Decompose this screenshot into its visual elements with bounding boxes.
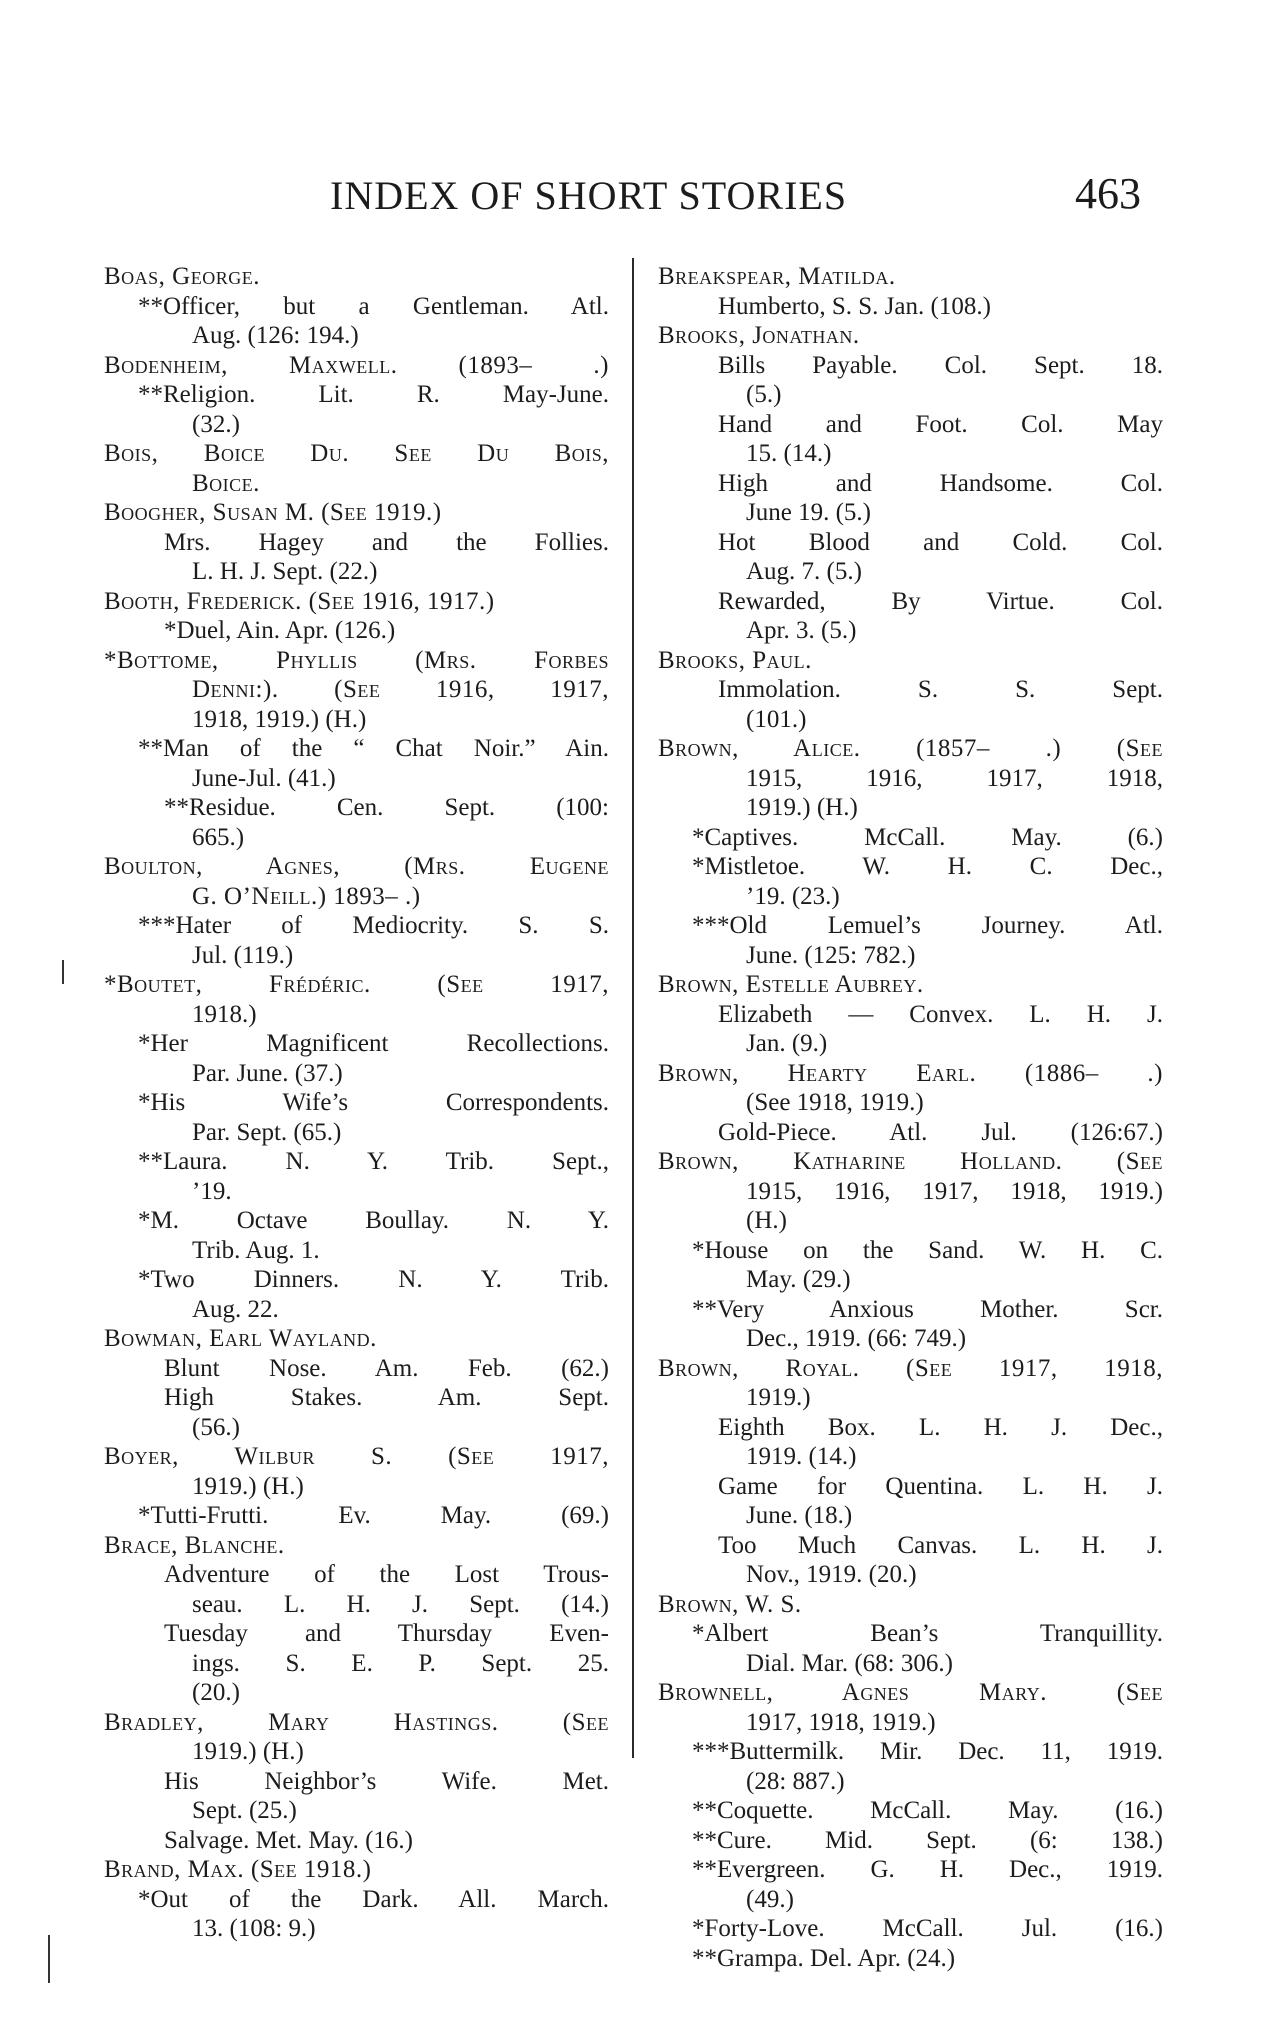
index-story-entry: Sept. (25.) [192, 1797, 297, 1824]
index-author-heading: Booth, Frederick. (See 1916, 1917.) [104, 587, 495, 615]
index-story-entry: Aug. 22. [192, 1295, 279, 1323]
index-author-heading: Brown, Estelle Aubrey. [658, 971, 924, 998]
index-story-entry: **Man of the “ Chat Noir.” Ain. [138, 735, 609, 762]
index-story-entry: Too Much Canvas. L. H. J. [718, 1531, 1163, 1559]
index-author-heading: Brown, Katharine Holland. (See [658, 1148, 1163, 1175]
index-story-entry: ings. S. E. P. Sept. 25. [192, 1649, 609, 1677]
index-story-entry: ’19. [192, 1177, 232, 1205]
index-story-entry: Immolation. S. S. Sept. [718, 676, 1163, 703]
index-story-entry: His Neighbor’s Wife. Met. [164, 1767, 609, 1795]
index-story-entry: L. H. J. Sept. (22.) [192, 558, 378, 585]
index-story-entry: Jan. (9.) [746, 1030, 828, 1057]
index-story-entry: **Cure. Mid. Sept. (6: 138.) [692, 1826, 1163, 1854]
index-author-heading: Bradley, Mary Hastings. (See [104, 1708, 609, 1736]
index-story-entry: *Forty-Love. McCall. Jul. (16.) [692, 1915, 1163, 1942]
index-story-entry: 15. (14.) [746, 440, 832, 467]
index-story-entry: Blunt Nose. Am. Feb. (62.) [164, 1354, 609, 1382]
index-author-heading: *Bottome, Phyllis (Mrs. Forbes [104, 646, 609, 674]
index-story-entry: *Mistletoe. W. H. C. Dec., [692, 853, 1163, 880]
index-story-entry: June-Jul. (41.) [192, 764, 336, 792]
index-author-heading: Boyer, Wilbur S. (See 1917, [104, 1443, 609, 1470]
index-story-entry: Bills Payable. Col. Sept. 18. [718, 351, 1163, 379]
page-number: 463 [1075, 169, 1141, 218]
index-author-heading: Brooks, Jonathan. [658, 322, 860, 349]
index-author-heading: Breakspear, Matilda. [658, 263, 896, 290]
index-story-entry: 1915, 1916, 1917, 1918, [746, 764, 1163, 792]
index-story-entry: (28: 887.) [746, 1767, 845, 1795]
index-story-entry: Humberto, S. S. Jan. (108.) [718, 292, 991, 320]
index-story-entry: Rewarded, By Virtue. Col. [718, 587, 1163, 615]
index-story-entry: Hot Blood and Cold. Col. [718, 528, 1163, 556]
index-story-entry: (56.) [192, 1413, 240, 1441]
index-story-entry: 1919.) (H.) [192, 1472, 304, 1500]
index-story-entry: (H.) [746, 1207, 787, 1234]
index-author-heading: Boulton, Agnes, (Mrs. Eugene [104, 853, 609, 880]
index-story-entry: June. (125: 782.) [746, 941, 916, 969]
index-story-entry: *Tutti-Frutti. Ev. May. (69.) [138, 1502, 609, 1529]
index-author-heading: Bowman, Earl Wayland. [104, 1325, 377, 1352]
index-story-entry: High and Handsome. Col. [718, 469, 1163, 497]
index-story-entry: Aug. (126: 194.) [192, 322, 359, 349]
index-story-entry: *Two Dinners. N. Y. Trib. [138, 1266, 609, 1293]
index-story-entry: Nov., 1919. (20.) [746, 1561, 917, 1588]
index-story-entry: *Out of the Dark. All. March. [138, 1885, 609, 1913]
index-story-entry: *His Wife’s Correspondents. [138, 1089, 609, 1116]
index-story-entry: *House on the Sand. W. H. C. [692, 1236, 1163, 1264]
index-column-right [658, 262, 1163, 1973]
index-story-entry: ***Old Lemuel’s Journey. Atl. [692, 912, 1163, 939]
index-story-entry: ***Hater of Mediocrity. S. S. [138, 912, 609, 939]
index-story-entry: Aug. 7. (5.) [746, 558, 862, 585]
index-author-heading: G. O’Neill.) 1893– .) [192, 882, 421, 910]
index-story-entry: Jul. (119.) [192, 941, 294, 969]
index-story-entry: Tuesday and Thursday Even- [164, 1620, 609, 1647]
index-story-entry: 1918.) [192, 1000, 257, 1028]
index-story-entry: Apr. 3. (5.) [746, 617, 857, 644]
index-story-entry: (49.) [746, 1885, 794, 1913]
column-divider [632, 258, 634, 1758]
index-author-heading: Brownell, Agnes Mary. (See [658, 1679, 1163, 1706]
index-column-left [104, 262, 609, 1944]
index-story-entry: Par. June. (37.) [192, 1059, 343, 1087]
index-story-entry: **Evergreen. G. H. Dec., 1919. [692, 1856, 1163, 1883]
index-story-entry: (See 1918, 1919.) [746, 1089, 924, 1116]
index-story-entry: Adventure of the Lost Trous- [164, 1561, 609, 1588]
index-story-entry: **Religion. Lit. R. May-June. [138, 381, 609, 408]
index-story-entry: 1917, 1918, 1919.) [746, 1708, 936, 1736]
index-story-entry: 1915, 1916, 1917, 1918, 1919.) [746, 1177, 1163, 1205]
index-story-entry: 1919. (14.) [746, 1443, 857, 1470]
index-story-entry: Dec., 1919. (66: 749.) [746, 1325, 967, 1352]
index-story-entry: *Captives. McCall. May. (6.) [692, 823, 1163, 851]
index-story-entry: June. (18.) [746, 1502, 853, 1529]
index-story-entry: 13. (108: 9.) [192, 1915, 316, 1942]
index-story-entry: *Duel, Ain. Apr. (126.) [164, 617, 396, 644]
index-story-entry: (20.) [192, 1679, 240, 1706]
index-story-entry: Salvage. Met. May. (16.) [164, 1826, 414, 1854]
index-story-entry: **Laura. N. Y. Trib. Sept., [138, 1148, 609, 1175]
index-author-heading: Bodenheim, Maxwell. (1893– .) [104, 351, 609, 379]
index-story-entry: June 19. (5.) [746, 499, 871, 526]
index-story-entry: **Officer, but a Gentleman. Atl. [138, 292, 609, 320]
index-author-heading: Brown, Alice. (1857– .) (See [658, 735, 1163, 762]
index-story-entry: *Albert Bean’s Tranquillity. [692, 1620, 1163, 1647]
index-author-heading: Brown, Royal. (See 1917, 1918, [658, 1354, 1163, 1382]
index-story-entry: 665.) [192, 823, 245, 851]
index-story-entry: Par. Sept. (65.) [192, 1118, 342, 1146]
index-story-entry: **Residue. Cen. Sept. (100: [164, 794, 609, 821]
index-story-entry: (101.) [746, 705, 807, 733]
index-story-entry: Dial. Mar. (68: 306.) [746, 1649, 953, 1677]
index-author-heading: *Boutet, Frédéric. (See 1917, [104, 971, 609, 998]
index-story-entry: 1919.) (H.) [192, 1738, 304, 1765]
running-head-title: INDEX OF SHORT STORIES [330, 173, 848, 218]
index-author-heading: Brown, W. S. [658, 1590, 802, 1618]
index-story-entry: 1919.) (H.) [746, 794, 858, 821]
index-story-entry: Mrs. Hagey and the Follies. [164, 528, 609, 556]
index-story-entry: **Grampa. Del. Apr. (24.) [692, 1944, 956, 1972]
index-story-entry: May. (29.) [746, 1266, 851, 1293]
index-story-entry: Gold-Piece. Atl. Jul. (126:67.) [718, 1118, 1163, 1146]
index-story-entry: Trib. Aug. 1. [192, 1236, 320, 1264]
index-story-entry: ’19. (23.) [746, 882, 840, 910]
index-author-heading: Brand, Max. (See 1918.) [104, 1856, 372, 1883]
index-story-entry: **Coquette. McCall. May. (16.) [692, 1797, 1163, 1824]
index-story-entry: Eighth Box. L. H. J. Dec., [718, 1413, 1163, 1441]
margin-mark [62, 960, 64, 984]
index-story-entry: *M. Octave Boullay. N. Y. [138, 1207, 609, 1234]
index-story-entry: 1919.) [746, 1384, 811, 1411]
index-author-heading: Boogher, Susan M. (See 1919.) [104, 499, 442, 526]
index-story-entry: ***Buttermilk. Mir. Dec. 11, 1919. [692, 1738, 1163, 1765]
index-author-heading: Denni:). (See 1916, 1917, [192, 676, 609, 703]
index-author-heading: Brace, Blanche. [104, 1531, 285, 1559]
index-author-heading: Boas, George. [104, 263, 260, 290]
index-author-heading: Bois, Boice Du. See Du Bois, [104, 440, 609, 467]
index-story-entry: Hand and Foot. Col. May [718, 410, 1163, 438]
margin-mark [48, 1935, 50, 1983]
index-story-entry: Game for Quentina. L. H. J. [718, 1472, 1163, 1500]
index-story-entry: (5.) [746, 381, 782, 408]
index-story-entry: Elizabeth — Convex. L. H. J. [718, 1000, 1163, 1028]
index-author-heading: Brooks, Paul. [658, 646, 812, 674]
index-author-heading: Boice. [192, 469, 260, 497]
index-story-entry: (32.) [192, 410, 240, 438]
index-story-entry: 1918, 1919.) (H.) [192, 705, 367, 733]
index-story-entry: **Very Anxious Mother. Scr. [692, 1295, 1163, 1323]
index-story-entry: seau. L. H. J. Sept. (14.) [192, 1590, 609, 1618]
index-story-entry: High Stakes. Am. Sept. [164, 1384, 609, 1411]
index-story-entry: *Her Magnificent Recollections. [138, 1030, 609, 1057]
index-author-heading: Brown, Hearty Earl. (1886– .) [658, 1059, 1163, 1087]
